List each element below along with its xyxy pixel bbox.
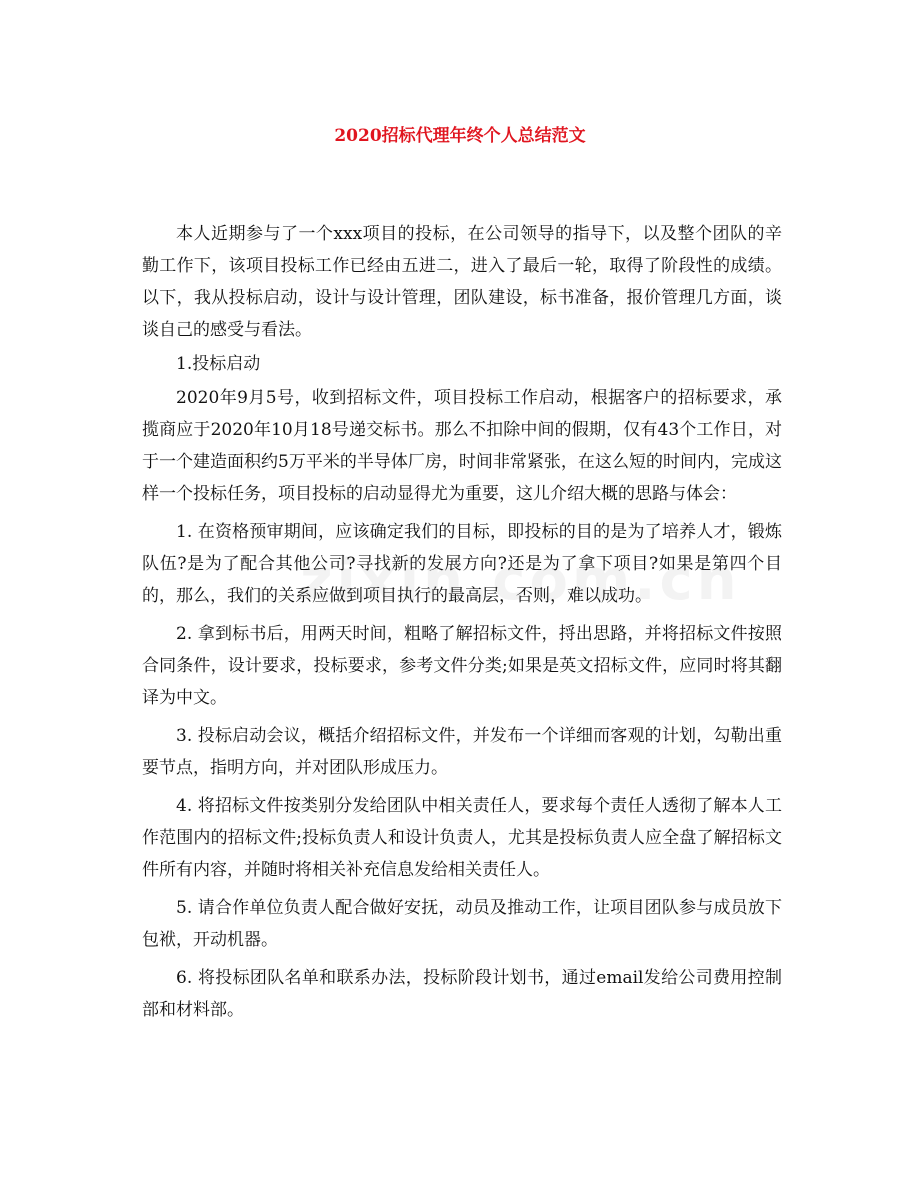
list-item-4: 4. 将招标文件按类别分发给团队中相关责任人，要求每个责任人透彻了解本人工作范围内的招标文件;投标负责人和设计负责人，尤其是投标负责人应全盘了解招标文件所有内容，并随时将相关补充信息发给相关责任人。 (142, 796, 782, 880)
document-body (142, 218, 782, 1026)
section-heading: 1.投标启动 (176, 354, 261, 374)
list-item-6: 6. 将投标团队名单和联系办法，投标阶段计划书，通过email发给公司费用控制部和材料部。 (142, 968, 782, 1020)
document-title: 2020招标代理年终个人总结范文 (334, 126, 586, 146)
intro-paragraph: 本人近期参与了一个xxx项目的投标，在公司领导的指导下，以及整个团队的辛勤工作下，该项目投标工作已经由五进二，进入了最后一轮，取得了阶段性的成绩。以下，我从投标启动，设计与设计管理，团队建设，标书准备，报价管理几方面，谈谈自己的感受与看法。 (142, 224, 782, 340)
section-paragraph: 2020年9月5号，收到招标文件，项目投标工作启动，根据客户的招标要求，承揽商应于2020年10月18号递交标书。那么不扣除中间的假期，仅有43个工作日，对于一个建造面积约5万平米的半导体厂房，时间非常紧张，在这么短的时间内，完成这样一个投标任务，项目投标的启动显得尤为重要，这儿介绍大概的思路与体会： (142, 388, 782, 504)
list-item-3: 3. 投标启动会议，概括介绍招标文件，并发布一个详细而客观的计划，勾勒出重要节点，指明方向，并对团队形成压力。 (142, 726, 782, 778)
list-item-2: 2. 拿到标书后，用两天时间，粗略了解招标文件，捋出思路，并将招标文件按照合同条件，设计要求，投标要求，参考文件分类;如果是英文招标文件，应同时将其翻译为中文。 (142, 624, 782, 708)
list-item-5: 5. 请合作单位负责人配合做好安抚，动员及推动工作，让项目团队参与成员放下包袱，开动机器。 (142, 898, 782, 950)
list-item-1: 1. 在资格预审期间，应该确定我们的目标，即投标的目的是为了培养人才，锻炼队伍?是为了配合其他公司?寻找新的发展方向?还是为了拿下项目?如果是第四个目的，那么，我们的关系应做到项目执行的最高层，否则，难以成功。 (142, 522, 782, 606)
